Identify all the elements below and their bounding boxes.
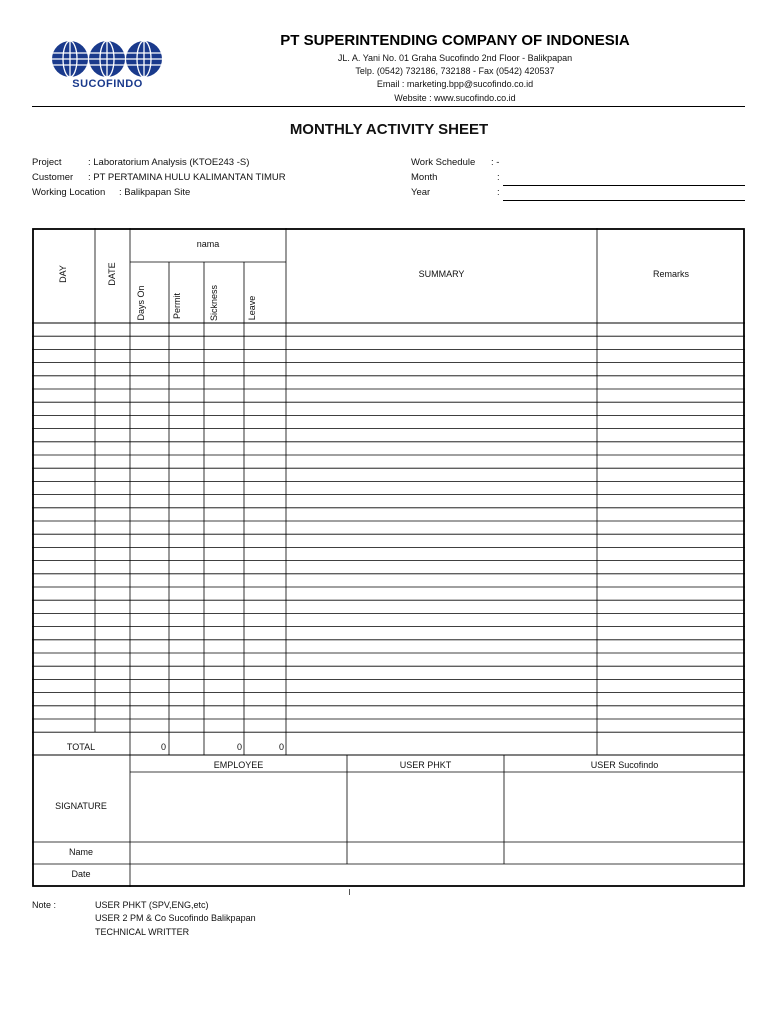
page-title: MONTHLY ACTIVITY SHEET bbox=[289, 121, 489, 138]
activity-table-grid bbox=[32, 228, 745, 887]
note-line-2: USER 2 PM & Co Sucofindo Balikpapan bbox=[95, 913, 256, 923]
company-logo bbox=[50, 38, 165, 94]
month-label: Month bbox=[411, 172, 438, 183]
user-sucofindo-label: USER Sucofindo bbox=[590, 760, 659, 770]
col-header-nama: nama bbox=[196, 239, 220, 249]
schedule-label: Work Schedule bbox=[411, 157, 476, 168]
header-divider bbox=[32, 106, 745, 107]
project-label: Project bbox=[32, 157, 62, 168]
company-phone: Telp. (0542) 732186, 732188 - Fax (0542) 420537 bbox=[355, 66, 555, 76]
logo-wordmark: SUCOFINDO bbox=[72, 78, 143, 90]
location-label: Working Location bbox=[32, 187, 106, 198]
schedule-value: : - bbox=[491, 157, 500, 168]
note-line-1: USER PHKT (SPV,ENG,etc) bbox=[95, 900, 209, 910]
table-border bbox=[33, 229, 744, 886]
month-field-line[interactable] bbox=[503, 185, 745, 186]
year-colon: : bbox=[497, 187, 500, 198]
date-label: Date bbox=[71, 869, 91, 879]
company-address: JL. A. Yani No. 01 Graha Sucofindo 2nd Floor - Balikpapan bbox=[337, 53, 573, 63]
name-label: Name bbox=[68, 847, 93, 857]
company-name: PT SUPERINTENDING COMPANY OF INDONESIA bbox=[280, 32, 630, 49]
month-colon: : bbox=[497, 172, 500, 183]
col-header-sickness: Sickness bbox=[209, 285, 219, 322]
total-sickness: 0 bbox=[236, 742, 242, 752]
user-phkt-label: USER PHKT bbox=[399, 760, 452, 770]
total-days-on: 0 bbox=[160, 742, 166, 752]
year-field-line[interactable] bbox=[503, 200, 745, 201]
col-header-leave: Leave bbox=[247, 295, 257, 321]
signature-label: SIGNATURE bbox=[55, 801, 107, 811]
activity-table bbox=[32, 228, 745, 887]
company-email: Email : marketing.bpp@sucofindo.co.id bbox=[376, 79, 534, 89]
total-label: TOTAL bbox=[66, 742, 96, 752]
year-label: Year bbox=[411, 187, 431, 198]
col-header-date: DATE bbox=[107, 262, 117, 286]
note-line-3: TECHNICAL WRITTER bbox=[95, 927, 190, 937]
total-leave: 0 bbox=[278, 742, 284, 752]
tick-mark bbox=[349, 889, 350, 895]
note-label: Note : bbox=[32, 900, 57, 910]
customer-value: : PT PERTAMINA HULU KALIMANTAN TIMUR bbox=[88, 172, 286, 183]
customer-label: Customer bbox=[32, 172, 74, 183]
col-header-remarks: Remarks bbox=[652, 269, 689, 279]
project-value: : Laboratorium Analysis (KTOE243 -S) bbox=[88, 157, 250, 168]
company-website: Website : www.sucofindo.co.id bbox=[394, 93, 516, 103]
col-header-summary: SUMMARY bbox=[418, 269, 465, 279]
employee-label: EMPLOYEE bbox=[213, 760, 264, 770]
location-value: : Balikpapan Site bbox=[119, 187, 191, 198]
col-header-day: DAY bbox=[58, 265, 68, 283]
col-header-permit: Permit bbox=[172, 293, 182, 320]
col-header-days-on: Days On bbox=[136, 285, 146, 321]
